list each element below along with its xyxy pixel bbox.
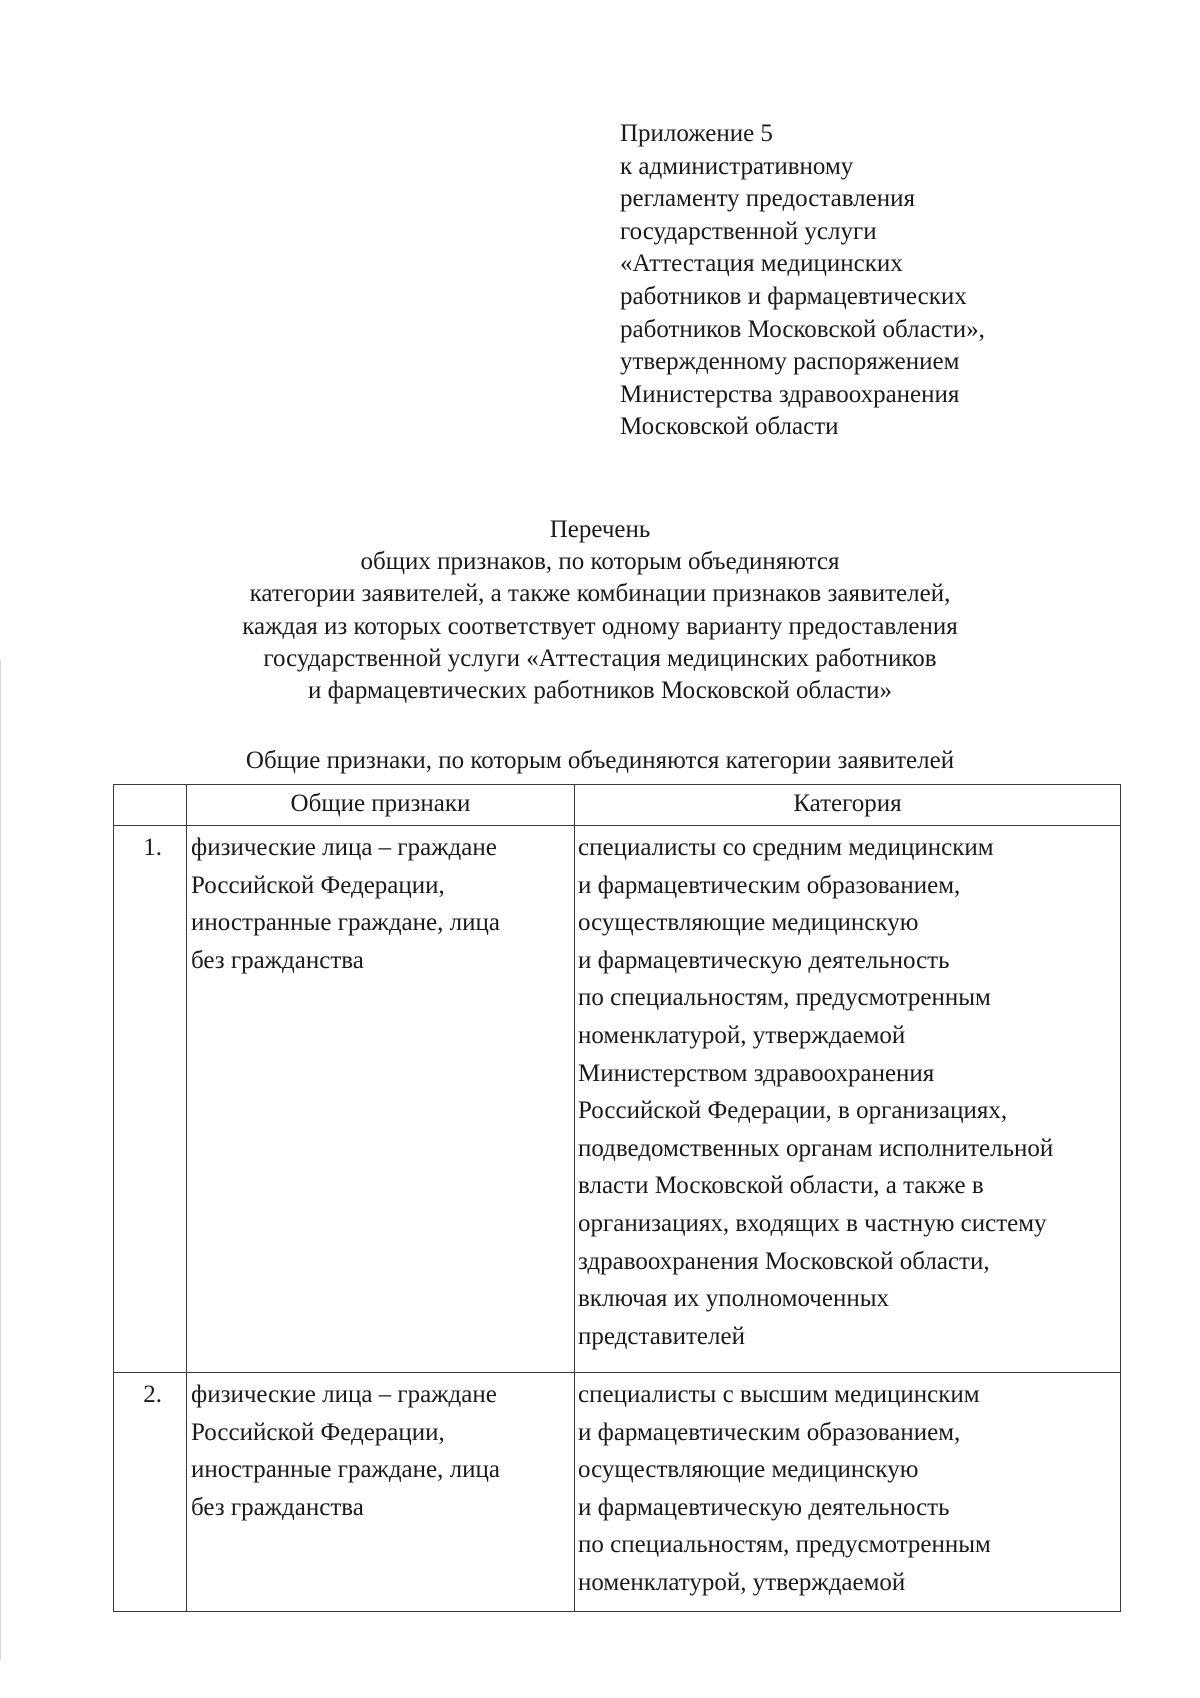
category-line: власти Московской области, а также в xyxy=(578,1172,984,1200)
category-line: специалисты со средним медицинским xyxy=(578,834,994,861)
header-number xyxy=(114,785,187,826)
category-line: осуществляющие медицинскую xyxy=(578,1456,919,1484)
category-line: включая их уполномоченных xyxy=(578,1285,890,1313)
appendix-line: работников Московской области», xyxy=(620,315,985,343)
category-line: и фармацевтическую деятельность xyxy=(578,946,950,974)
row-common-signs xyxy=(187,1373,575,1612)
sign-line: без гражданства xyxy=(191,946,364,974)
title-line: государственной услуги «Аттестация медицинских работников xyxy=(263,644,937,672)
header-common-signs: Общие признаки xyxy=(187,785,575,826)
table-row xyxy=(114,826,1121,1373)
appendix-header xyxy=(620,118,1140,444)
sign-line: физические лица – граждане xyxy=(191,1381,497,1408)
category-line: Министерством здравоохранения xyxy=(578,1059,935,1087)
appendix-line: утвержденному распоряжением xyxy=(620,348,960,376)
sign-line: физические лица – граждане xyxy=(191,834,497,861)
title-line: общих признаков, по которым объединяются xyxy=(360,548,840,576)
category-line: по специальностям, предусмотренным xyxy=(578,1531,991,1559)
appendix-line: работников и фармацевтических xyxy=(620,282,967,310)
appendix-line: Приложение 5 xyxy=(620,120,773,147)
sign-line: иностранные граждане, лица xyxy=(191,1456,500,1484)
category-line: осуществляющие медицинскую xyxy=(578,909,919,937)
row-common-signs xyxy=(187,826,575,1373)
category-line: здравоохранения Московской области, xyxy=(578,1247,990,1275)
row-category xyxy=(575,1373,1121,1612)
applicant-signs-table xyxy=(113,784,1121,1612)
row-number: 2. xyxy=(114,1373,187,1612)
category-line: и фармацевтическую деятельность xyxy=(578,1493,950,1521)
appendix-line: Московской области xyxy=(620,413,839,441)
appendix-line: к административному xyxy=(620,152,854,180)
appendix-line: регламенту предоставления xyxy=(620,185,916,213)
category-line: номенклатурой, утверждаемой xyxy=(578,1568,906,1596)
table-header-row xyxy=(114,785,1121,826)
title-line: каждая из которых соответствует одному варианту предоставления xyxy=(242,612,958,640)
document-title xyxy=(100,514,1100,707)
category-line: и фармацевтическим образованием, xyxy=(578,871,961,899)
table-row xyxy=(114,1373,1121,1612)
category-line: организациях, входящих в частную систему xyxy=(578,1209,1047,1237)
appendix-line: «Аттестация медицинских xyxy=(620,250,903,278)
header-category: Категория xyxy=(575,785,1121,826)
category-line: специалисты с высшим медицинским xyxy=(578,1381,980,1408)
category-line: и фармацевтическим образованием, xyxy=(578,1418,961,1446)
sign-line: иностранные граждане, лица xyxy=(191,909,500,937)
title-line: и фармацевтических работников Московской области» xyxy=(307,677,893,705)
title-line: категории заявителей, а также комбинации признаков заявителей, xyxy=(249,580,951,608)
category-line: подведомственных органам исполнительной xyxy=(578,1134,1054,1162)
title-line: Перечень xyxy=(549,516,651,543)
scan-edge-line xyxy=(0,660,1,1660)
sign-line: без гражданства xyxy=(191,1493,364,1521)
category-line: по специальностям, предусмотренным xyxy=(578,984,991,1012)
appendix-line: государственной услуги xyxy=(620,217,877,245)
category-line: номенклатурой, утверждаемой xyxy=(578,1021,906,1049)
sign-line: Российской Федерации, xyxy=(191,1418,445,1446)
row-number: 1. xyxy=(114,826,187,1373)
row-category xyxy=(575,826,1121,1373)
sign-line: Российской Федерации, xyxy=(191,871,445,899)
category-line: представителей xyxy=(578,1322,745,1350)
table-caption: Общие признаки, по которым объединяются категории заявителей xyxy=(245,747,955,774)
category-line: Российской Федерации, в организациях, xyxy=(578,1097,1008,1125)
appendix-line: Министерства здравоохранения xyxy=(620,380,960,408)
